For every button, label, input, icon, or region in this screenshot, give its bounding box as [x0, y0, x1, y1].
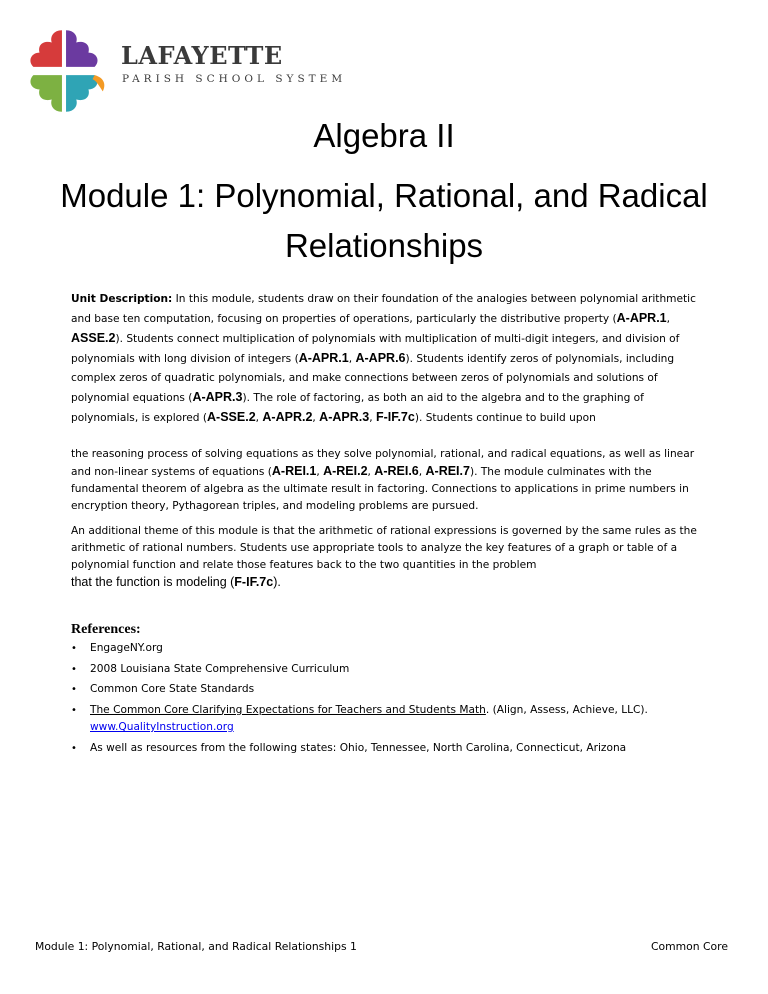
org-subtitle: PARISH SCHOOL SYSTEM [122, 73, 347, 85]
quality-instruction-link[interactable]: www.QualityInstruction.org [90, 721, 234, 733]
lafayette-logo-icon [13, 20, 115, 122]
text-run: , [348, 353, 356, 365]
standard-code: A-REI.1 [271, 464, 317, 478]
list-item [71, 702, 721, 737]
reference-text: Common Core State Standards [90, 683, 255, 695]
bullet-icon: • [71, 643, 77, 654]
text-run: ). The module culminates with the fundamental theorem of algebra as the ultimate result in factoring. Connections to applications in prime numbers in encryption theory, Pythagorean triples, and modeling problems are pursued. [71, 466, 689, 512]
standard-code: ASSE.2 [71, 331, 116, 345]
standard-code: A-APR.3 [192, 390, 243, 404]
footer-module-label: Module 1: Polynomial, Rational, and Radical Relationships 1 [35, 940, 357, 953]
text-run: , [666, 313, 671, 325]
standard-code: A-REI.6 [374, 464, 419, 478]
references-heading: References: [71, 622, 141, 637]
standard-code: A-APR.1 [616, 311, 667, 325]
bullet-icon: • [71, 742, 77, 754]
list-item [71, 640, 721, 658]
standard-code: F-IF.7c [234, 575, 274, 589]
text-run: An additional theme of this module is that the arithmetic of rational expressions is governed by the same rules as the arithmetic of rational numbers. Students use appropriate tools to analyze the key features of a graph or table of a polynomial function and relate those features back to the two quantities in the problem [71, 525, 697, 571]
standard-code: F-IF.7c [375, 410, 415, 424]
standard-code: A-APR.2 [262, 410, 313, 424]
standard-code: A-REI.2 [323, 464, 368, 478]
text-run: , [367, 466, 375, 478]
text-run: ). Students identify zeros of polynomials, including complex zeros of quadratic polynomials, and make connections between zeros of polynomials and solutions of polynomial equations ( [71, 353, 675, 404]
standard-code: A-APR.1 [298, 351, 349, 365]
standard-code: A-REI.7 [425, 464, 470, 478]
text-run: ). The role of factoring, as both an aid to the algebra and to the graphing of polynomials, is explored ( [71, 392, 644, 424]
text-run: , [316, 466, 324, 478]
description-paragraph-3 [71, 523, 711, 592]
footer-common-core: Common Core [650, 940, 728, 953]
text-run: ). [273, 575, 281, 589]
reference-text: As well as resources from the following states: Ohio, Tennessee, North Carolina, Connecticut, Arizona [90, 741, 627, 754]
text-run: , [369, 412, 376, 424]
text-run: , [255, 412, 263, 424]
org-name: LAFAYETTE [121, 41, 283, 70]
text-run: that the function is modeling ( [71, 575, 235, 589]
standard-code: A-APR.3 [319, 410, 370, 424]
list-item [71, 740, 721, 758]
text-run: , [312, 412, 320, 424]
bullet-icon: • [71, 704, 77, 716]
bullet-icon: • [71, 684, 77, 695]
reference-text: EngageNY.org [90, 642, 163, 654]
text-run: ). Students connect multiplication of polynomials with multiplication of multi-digit integers, and division of polynomials with long division of integers ( [71, 333, 680, 365]
description-paragraph-2 [71, 446, 711, 515]
text-run: , [418, 466, 426, 478]
text-run: In this module, students draw on their foundation of the analogies between polynomial arithmetic and base ten computation, focusing on properties of operations, particularly the distributive property ( [71, 293, 696, 325]
unit-description-label: Unit Description: [71, 293, 173, 305]
text-run: ). Students continue to build upon [414, 412, 596, 424]
list-item [71, 661, 721, 679]
references-list [71, 640, 721, 760]
list-item [71, 681, 721, 699]
book-title: The Common Core Clarifying Expectations for Teachers and Students Math [90, 703, 486, 716]
text-run: the reasoning process of solving equations as they solve polynomial, rational, and radical equations, as well as linear and non-linear systems of equations ( [71, 448, 695, 478]
course-title: Algebra II [313, 117, 455, 154]
standard-code: A-SSE.2 [207, 410, 256, 424]
standard-code: A-APR.6 [355, 351, 406, 365]
reference-text: 2008 Louisiana State Comprehensive Curriculum [90, 662, 350, 675]
unit-description-paragraph [71, 290, 711, 428]
bullet-icon: • [71, 663, 77, 675]
book-publisher: . (Align, Assess, Achieve, LLC). [485, 703, 648, 716]
module-title: Module 1: Polynomial, Rational, and Radical Relationships [60, 177, 708, 264]
